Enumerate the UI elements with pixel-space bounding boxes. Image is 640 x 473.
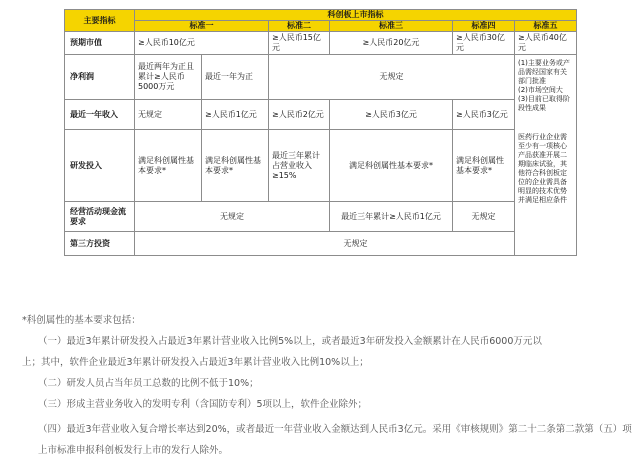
cash-flow-standard-3: 最近三年累计≥人民币1亿元	[330, 202, 453, 232]
revenue-standard-2a: ≥人民币1亿元	[202, 100, 269, 130]
revenue-standard-1: 无规定	[135, 100, 202, 130]
cash-flow-standards-1-2: 无规定	[135, 202, 330, 232]
header-standard-2: 标准二	[269, 21, 330, 32]
rd-requirements-notes	[22, 314, 632, 461]
note-item-3: （三）形成主营业务收入的发明专利（含国防专利）5项以上，软件企业除外；	[38, 399, 368, 410]
rd-standard-5: 满足科创属性基本要求*	[453, 130, 515, 202]
row-label-rd: 研发投入	[65, 130, 135, 202]
standard-5-requirements	[515, 55, 577, 256]
revenue-standard-4: ≥人民币3亿元	[453, 100, 515, 130]
row-label-cash-flow: 经营活动现金流要求	[65, 202, 135, 232]
note-item-2: （二）研发人员占当年员工总数的比例不低于10%；	[38, 378, 259, 389]
standard-5-note-3: (3)目前已取得阶段性成果	[518, 95, 570, 112]
third-party-value: 无规定	[135, 232, 577, 256]
listing-standards-table	[64, 9, 577, 256]
listing-standards-table-wrap	[64, 9, 576, 256]
market-value-standard-4: ≥人民币30亿元	[453, 32, 515, 55]
market-value-standard-1: ≥人民币10亿元	[135, 32, 269, 55]
rd-standard-3: 最近三年累计占营业收入≥15%	[269, 130, 330, 202]
revenue-standard-2b: ≥人民币2亿元	[269, 100, 330, 130]
row-label-third-party: 第三方投资	[65, 232, 135, 256]
market-value-standard-3: ≥人民币20亿元	[330, 32, 453, 55]
rd-standard-1: 满足科创属性基本要求*	[135, 130, 202, 202]
header-standard-1: 标准一	[135, 21, 269, 32]
row-label-market-value: 预期市值	[65, 32, 135, 55]
note-item-1-line-1: （一）最近3年累计研发投入占最近3年累计营业收入比例5%以上，或者最近3年研发投入金额累计在人民币6000万元以	[38, 336, 542, 347]
standard-5-note-2: (2)市场空间大	[518, 86, 563, 94]
header-standard-3: 标准三	[330, 21, 453, 32]
cash-flow-standard-4: 无规定	[453, 202, 515, 232]
header-star-market-indicators: 科创板上市指标	[135, 10, 577, 21]
note-item-4: （四）最近3年营业收入复合增长率达到20%，或者最近一年营业收入金额达到人民币3亿元。采用《审核规则》第二十二条第二款第（五）项上市标准申报科创板发行上市的发行人除外。	[38, 424, 632, 456]
header-standard-4: 标准四	[453, 21, 515, 32]
market-value-standard-5: ≥人民币40亿元	[515, 32, 577, 55]
net-profit-other-standards: 无规定	[269, 55, 515, 100]
row-label-revenue: 最近一年收入	[65, 100, 135, 130]
rd-standard-2: 满足科创属性基本要求*	[202, 130, 269, 202]
market-value-standard-2: ≥人民币15亿元	[269, 32, 330, 55]
row-label-net-profit: 净利润	[65, 55, 135, 100]
revenue-standard-3: ≥人民币3亿元	[330, 100, 453, 130]
header-main-indicator: 主要指标	[65, 10, 135, 32]
header-standard-5: 标准五	[515, 21, 577, 32]
note-item-1-line-2: 上；其中，软件企业最近3年累计研发投入占最近3年累计营业收入比例10%以上；	[22, 357, 369, 368]
standard-5-note-4: 医药行业企业需至少有一项核心产品获准开展二期临床试验，其他符合科创板定位的企业需具备明显的技术优势并满足相应条件	[518, 133, 567, 204]
net-profit-standard-1b: 最近一年为正	[202, 55, 269, 100]
rd-standard-4: 满足科创属性基本要求*	[330, 130, 453, 202]
notes-title: *科创属性的基本要求包括：	[22, 315, 141, 326]
standard-5-note-1: (1)主要业务或产品需经国家有关部门批准	[518, 59, 570, 85]
net-profit-standard-1a: 最近两年为正且累计≥人民币5000万元	[135, 55, 202, 100]
